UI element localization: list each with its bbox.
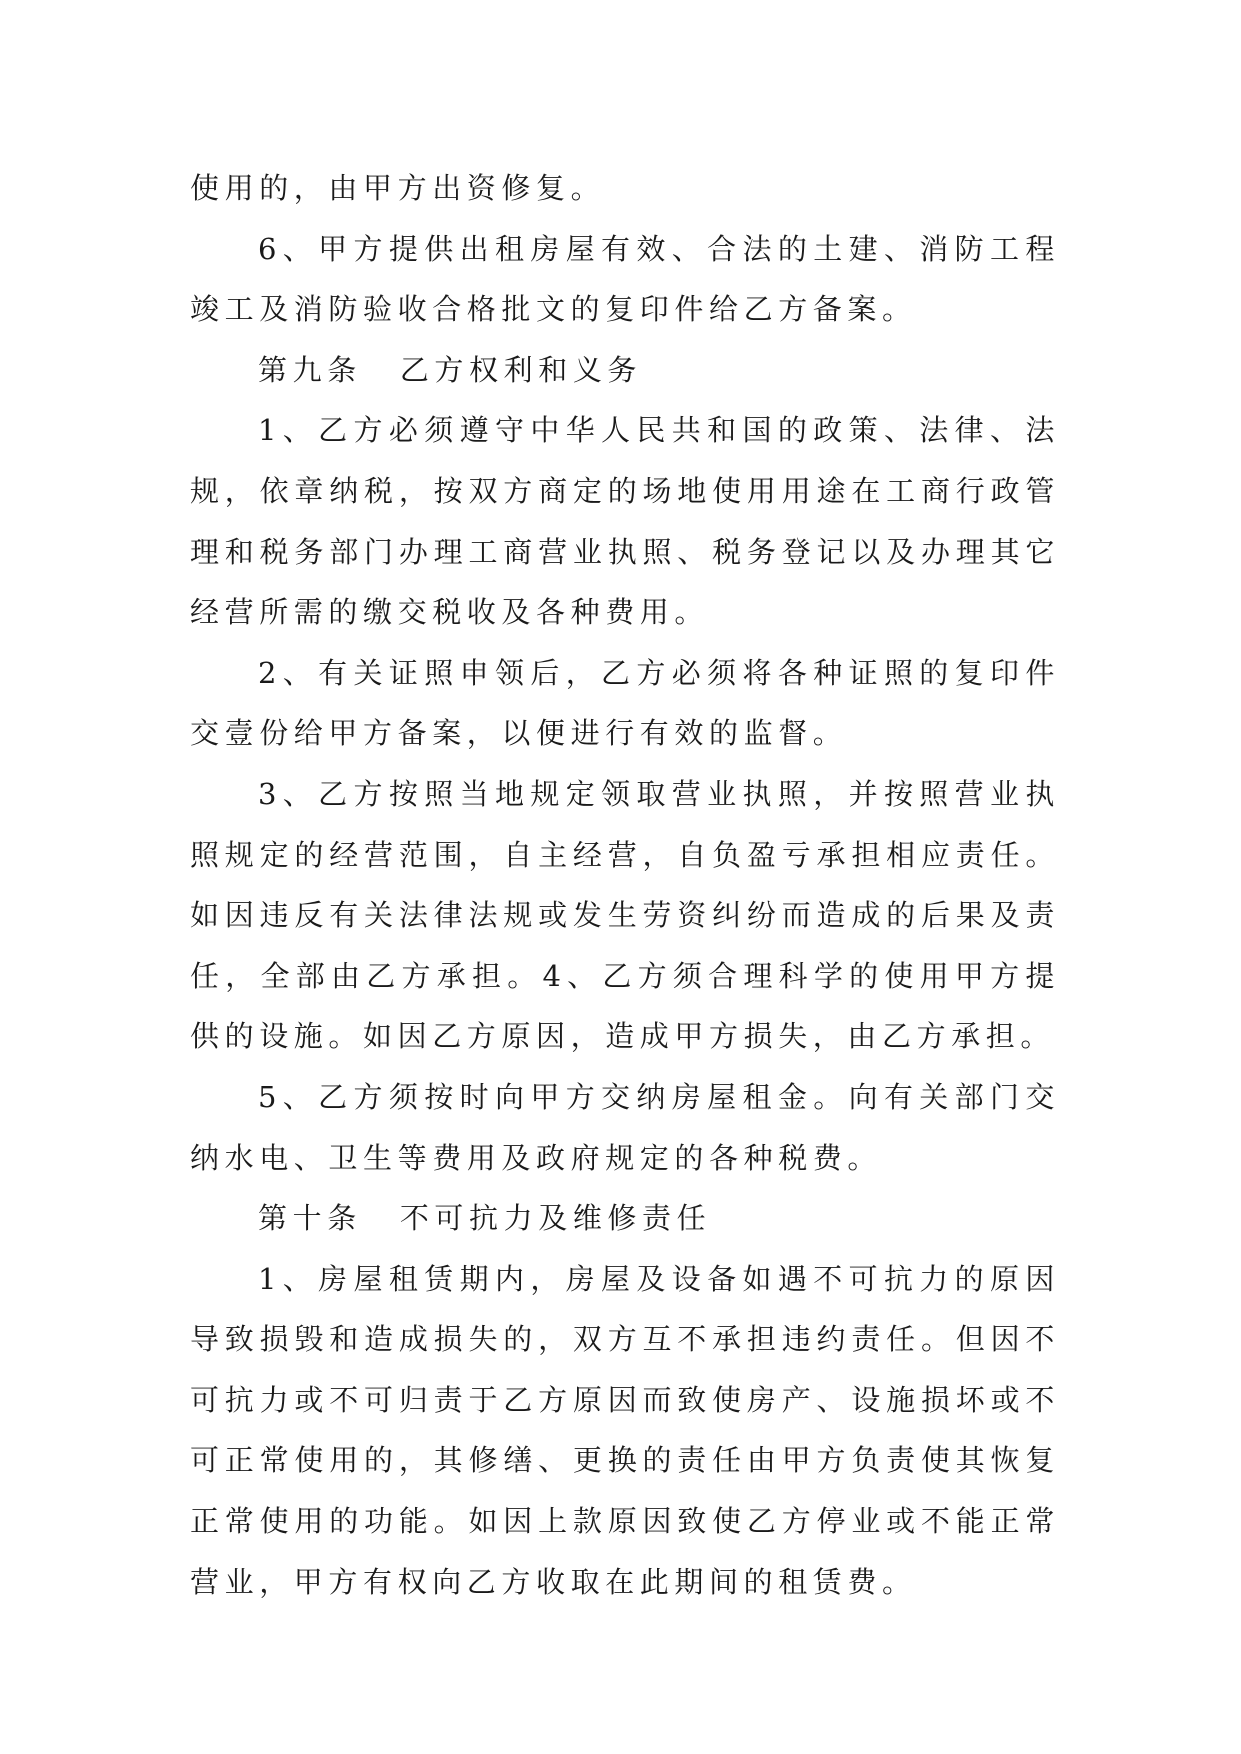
paragraph-continued: 使用的，由甲方出资修复。 [190, 171, 606, 205]
article-10-title: 不可抗力及维修责任 [399, 1201, 712, 1236]
paragraph-item-2: 2、有关证照申领后，乙方必须将各种证照的复印件交壹份给甲方备案，以便进行有效的监督。 [190, 655, 1060, 751]
paragraph-item-6: 6、甲方提供出租房屋有效、合法的土建、消防工程竣工及消防验收合格批文的复印件给乙方备案。 [190, 231, 1060, 327]
paragraph-force-majeure-1: 1、房屋租赁期内，房屋及设备如遇不可抗力的原因导致损毁和造成损失的，双方互不承担违约责任。但因不可抗力或不可归责于乙方原因而致使房产、设施损坏或不可正常使用的，其修缮、更换的责任由甲方负责使其恢复正常使用的功能。如因上款原因致使乙方停业或不能正常营业，甲方有权向乙方收取在此期间的租赁费。 [190, 1261, 1060, 1599]
article-10-number: 第十条 [258, 1201, 362, 1236]
article-9-title: 乙方权利和义务 [399, 352, 643, 387]
article-9-number: 第九条 [258, 352, 362, 387]
article-9-heading [190, 340, 1060, 401]
paragraph-item-1: 1、乙方必须遵守中华人民共和国的政策、法律、法规，依章纳税，按双方商定的场地使用用途在工商行政管理和税务部门办理工商营业执照、税务登记以及办理其它经营所需的缴交税收及各种费用。 [190, 413, 1060, 630]
paragraph-item-5: 5、乙方须按时向甲方交纳房屋租金。向有关部门交纳水电、卫生等费用及政府规定的各种税费。 [190, 1079, 1060, 1175]
article-10-heading [190, 1188, 1060, 1249]
paragraph-item-3-4: 3、乙方按照当地规定领取营业执照，并按照营业执照规定的经营范围，自主经营，自负盈亏承担相应责任。如因违反有关法律法规或发生劳资纠纷而造成的后果及责任，全部由乙方承担。4、乙方须合理科学的使用甲方提供的设施。如因乙方原因，造成甲方损失，由乙方承担。 [190, 776, 1060, 1054]
document-body [190, 158, 1060, 1612]
